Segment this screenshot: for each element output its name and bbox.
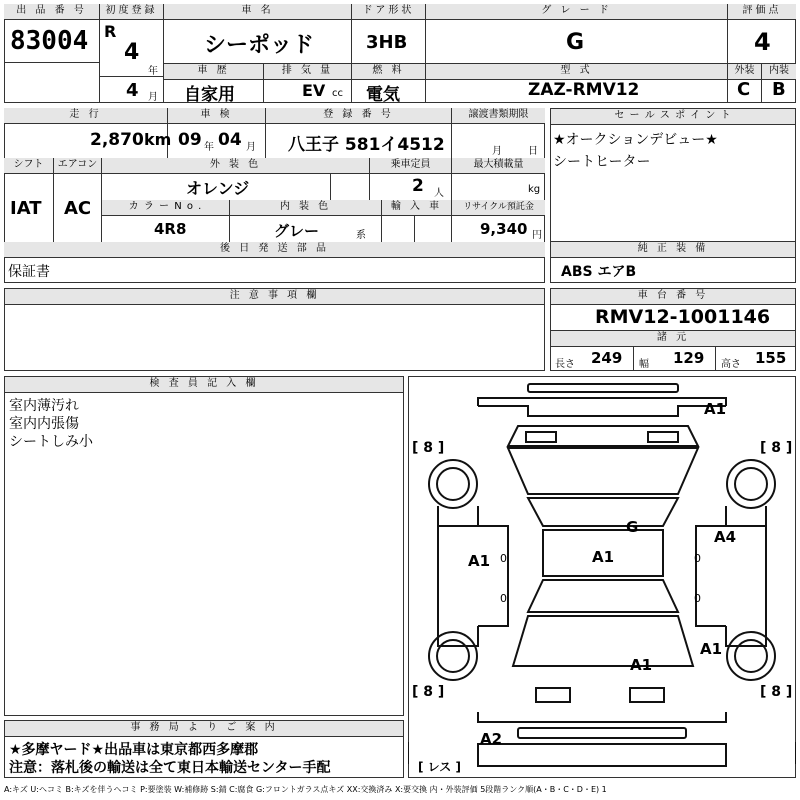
- zero-right-front: 0: [694, 552, 701, 565]
- capacity-unit: 人: [434, 188, 444, 199]
- shift: IAT: [10, 198, 42, 219]
- fuel-label: 燃 料: [352, 64, 425, 80]
- score: 4: [754, 28, 771, 56]
- history-label: 車 歴: [164, 64, 263, 80]
- capacity-label: 乗車定員: [370, 158, 451, 174]
- color-no: 4R8: [154, 220, 187, 238]
- tire-fl: [ 8 ]: [412, 440, 445, 456]
- car-name-label: 車 名: [164, 4, 351, 20]
- door: 3HB: [366, 32, 408, 53]
- color: オレンジ: [186, 179, 250, 198]
- mileage-label: 走 行: [4, 108, 167, 124]
- insp-year: 09: [178, 130, 202, 150]
- history-cell: [164, 64, 264, 103]
- capacity-cell: [370, 158, 452, 200]
- displacement: EV: [302, 81, 326, 100]
- int-color-unit: 系: [356, 230, 366, 241]
- model-cell: [426, 64, 728, 103]
- mileage-unit: km: [144, 130, 172, 149]
- interior-cell: [762, 64, 796, 103]
- color-cell: [102, 158, 370, 200]
- int-color-label: 内 装 色: [230, 200, 381, 216]
- model-label: 型 式: [426, 64, 727, 80]
- later-parts: 保証書: [8, 264, 50, 280]
- mileage: 2,870: [90, 130, 144, 150]
- tire-rl: [ 8 ]: [412, 684, 445, 700]
- door-label: ドア形状: [352, 4, 425, 20]
- later-parts-cell: [4, 242, 545, 283]
- model: ZAZ-RMV12: [528, 80, 640, 100]
- first-reg-label: 初度登録: [100, 4, 163, 20]
- fuel: 電気: [366, 85, 400, 105]
- chassis: RMV12-1001146: [595, 306, 771, 328]
- car-name: シーポッド: [204, 33, 315, 58]
- lot-no-label: 出 品 番 号: [4, 4, 99, 20]
- mark-left-door: A1: [468, 552, 491, 570]
- load-cell: [452, 158, 545, 200]
- recycle-unit: 円: [532, 230, 542, 241]
- car-diagram: [408, 376, 796, 778]
- spec-label: 諸 元: [551, 330, 795, 347]
- lot-no: 83004: [10, 26, 89, 56]
- interior: B: [772, 79, 786, 100]
- mark-windshield: G: [626, 518, 639, 536]
- inspection-cell: [168, 108, 266, 158]
- sales-points-block: [550, 108, 796, 242]
- mark-roof: A1: [592, 548, 615, 566]
- plate-cell: [266, 108, 452, 158]
- interior-label: 内装: [762, 64, 796, 80]
- insp-year-unit: 年: [204, 142, 214, 153]
- transfer-label: 譲渡書類期限: [452, 108, 545, 124]
- reg-month: 4: [126, 80, 139, 101]
- reg-year: 4: [124, 40, 140, 65]
- load-label: 最大積載量: [452, 158, 545, 174]
- displacement-label: 排 気 量: [264, 64, 351, 80]
- color-label: 外 装 色: [102, 158, 369, 174]
- grade-label: グ レ ー ド: [426, 4, 727, 20]
- office-line-1: ★多摩ヤード★出品車は東京都西多摩郡: [9, 742, 259, 758]
- office-label: 事 務 局 よ り ご 案 内: [5, 721, 403, 737]
- chassis-label: 車 台 番 号: [551, 289, 795, 305]
- mileage-cell: [4, 108, 172, 158]
- exterior-cell: [728, 64, 762, 103]
- zero-left-rear: 0: [500, 592, 507, 605]
- history: 自家用: [184, 85, 235, 105]
- reg-month-unit: 月: [148, 92, 158, 103]
- grade: G: [566, 30, 585, 55]
- sales-label: セ ー ル ス ポ イ ン ト: [551, 109, 795, 125]
- zero-left-front: 0: [500, 552, 507, 565]
- ac: AC: [64, 198, 92, 219]
- office-line-2: 注意：落札後の輸送は全て東日本輸送センター手配: [9, 760, 331, 776]
- caution-label: 注 意 事 項 欄: [5, 289, 544, 305]
- mark-right-rear: A1: [700, 640, 723, 658]
- reg-year-unit: 年: [148, 66, 158, 77]
- length: 249: [591, 349, 623, 367]
- int-color: グレー: [274, 222, 320, 240]
- zero-right-rear: 0: [694, 592, 701, 605]
- legend: A:キズ U:ヘコミ B:キズを伴うヘコミ P:要塗装 W:補修跡 S:錆 C:腐食 G:フロントガラス点キズ XX:交換済み X:要交換 内・外装評価 5段階ランク順(A・B・C・D・E) 1: [4, 785, 607, 794]
- inspector-note-2: 室内内張傷: [9, 416, 79, 432]
- width: 129: [673, 349, 705, 367]
- shift-label: シフト: [4, 158, 53, 174]
- recycle-label: リサイクル預託金: [452, 200, 545, 216]
- later-parts-label: 後 日 発 送 部 品: [4, 242, 545, 258]
- lot-no-cell: [4, 4, 100, 103]
- height: 155: [755, 349, 787, 367]
- office-block: [4, 720, 404, 778]
- plate: 八王子 581イ4512: [288, 135, 445, 155]
- import-cell: [382, 200, 452, 242]
- recycle-cell: [452, 200, 545, 242]
- first-reg-cell: [100, 4, 164, 103]
- color-no-label: カ ラ ー N o .: [102, 200, 229, 216]
- inspector-label: 検 査 員 記 入 欄: [5, 377, 403, 393]
- tire-rr: [ 8 ]: [760, 684, 793, 700]
- color-no-cell: [102, 200, 230, 242]
- era: R: [104, 22, 117, 41]
- width-label: 幅: [639, 359, 649, 370]
- tire-fr: [ 8 ]: [760, 440, 793, 456]
- genuine: ABS エアB: [561, 264, 637, 280]
- exterior-label: 外装: [728, 64, 761, 80]
- sales-point-1: ★オークションデビュー★: [553, 132, 718, 148]
- load-unit: kg: [528, 184, 541, 195]
- score-label: 評価点: [728, 4, 796, 20]
- length-label: 長さ: [555, 359, 575, 370]
- inspector-block: [4, 376, 404, 716]
- recycle: 9,340: [480, 220, 528, 238]
- inspector-note-1: 室内薄汚れ: [9, 398, 79, 414]
- fuel-cell: [352, 64, 426, 103]
- height-label: 高さ: [721, 359, 741, 370]
- mark-front-bumper: A1: [704, 400, 727, 418]
- mark-rear-bumper: A2: [480, 730, 503, 748]
- capacity: 2: [412, 176, 424, 196]
- ac-label: エアコン: [54, 158, 101, 174]
- int-color-cell: [230, 200, 382, 242]
- genuine-block: [550, 242, 796, 283]
- insp-month: 04: [218, 130, 242, 150]
- transfer-month-unit: 月: [492, 146, 502, 157]
- inspector-note-3: シートしみ小: [9, 434, 93, 450]
- genuine-label: 純 正 装 備: [551, 242, 795, 258]
- door-cell: [352, 4, 426, 64]
- mark-right-door: A4: [714, 528, 737, 546]
- inspection-label: 車 検: [168, 108, 265, 124]
- transfer-day-unit: 日: [528, 146, 538, 157]
- caution-block: [4, 288, 545, 371]
- shift-cell: [4, 158, 54, 242]
- chassis-block: [550, 288, 796, 371]
- exterior: C: [737, 79, 751, 100]
- plate-label: 登 録 番 号: [266, 108, 451, 124]
- displacement-unit: cc: [332, 88, 343, 99]
- import-label: 輸 入 車: [382, 200, 451, 216]
- spare-tire: [ レス ]: [418, 760, 461, 774]
- transfer-cell: [452, 108, 545, 158]
- sales-point-2: シートヒーター: [553, 154, 651, 170]
- insp-month-unit: 月: [246, 142, 256, 153]
- car-name-cell: [164, 4, 352, 64]
- grade-cell: [426, 4, 728, 64]
- score-cell: [728, 4, 796, 64]
- mark-rear: A1: [630, 656, 653, 674]
- displacement-cell: [264, 64, 352, 103]
- ac-cell: [54, 158, 102, 242]
